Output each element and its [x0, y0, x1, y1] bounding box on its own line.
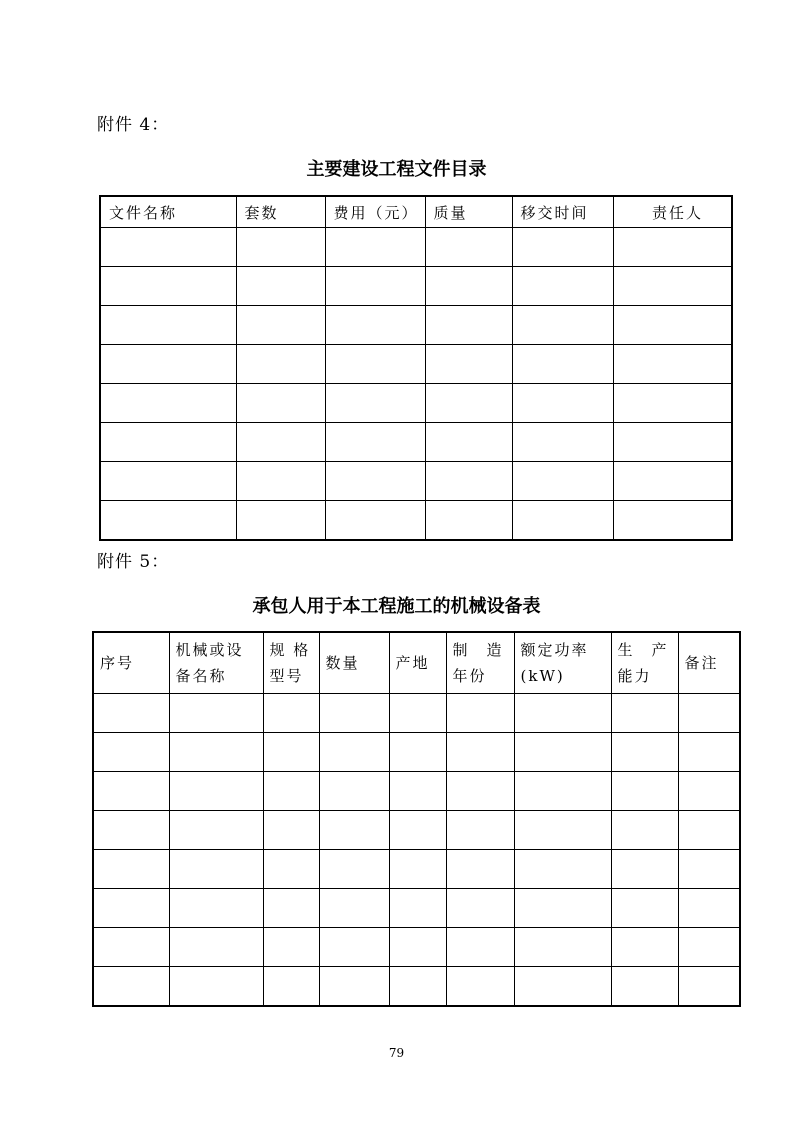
table-cell[interactable]	[446, 928, 514, 967]
table-cell[interactable]	[100, 384, 236, 423]
table-cell[interactable]	[512, 384, 613, 423]
table-cell[interactable]	[236, 384, 325, 423]
column-header-line: 序号	[100, 654, 135, 672]
table-cell[interactable]	[446, 850, 514, 889]
table-row	[100, 423, 732, 462]
table-cell[interactable]	[319, 811, 389, 850]
table-cell[interactable]	[678, 967, 740, 1007]
table-cell[interactable]	[236, 228, 325, 267]
column-header: 套数	[236, 196, 325, 228]
attachment-4-label: 附件 4：	[97, 115, 170, 135]
table-cell[interactable]	[325, 267, 425, 306]
table-cell[interactable]	[446, 967, 514, 1007]
table-row	[100, 345, 732, 384]
table-cell[interactable]	[446, 772, 514, 811]
table-cell[interactable]	[263, 850, 319, 889]
table-cell[interactable]	[611, 889, 678, 928]
column-header: 质量	[425, 196, 512, 228]
table-cell[interactable]	[425, 384, 512, 423]
table-cell[interactable]	[263, 694, 319, 733]
table-cell[interactable]	[678, 772, 740, 811]
table-row	[100, 384, 732, 423]
table-cell[interactable]	[93, 772, 169, 811]
table-cell[interactable]	[389, 850, 446, 889]
table-cell[interactable]	[236, 267, 325, 306]
table-cell[interactable]	[613, 228, 732, 267]
table-cell[interactable]	[389, 928, 446, 967]
column-header	[169, 632, 263, 694]
attachment-5-title: 承包人用于本工程施工的机械设备表	[252, 596, 541, 617]
table-cell[interactable]	[263, 889, 319, 928]
table-cell[interactable]	[514, 772, 611, 811]
column-header-line: 额定功率	[520, 641, 589, 659]
table-cell[interactable]	[446, 733, 514, 772]
column-header	[514, 632, 611, 694]
table-cell[interactable]	[611, 694, 678, 733]
table-cell[interactable]	[236, 306, 325, 345]
column-header: 移交时间	[512, 196, 613, 228]
table-cell[interactable]	[678, 889, 740, 928]
column-header-line: 备名称	[175, 667, 227, 685]
table-cell[interactable]	[389, 772, 446, 811]
table-cell[interactable]	[389, 889, 446, 928]
table-cell[interactable]	[512, 345, 613, 384]
column-header-line: 机械或设	[175, 641, 244, 659]
table-cell[interactable]	[169, 889, 263, 928]
table-cell[interactable]	[446, 694, 514, 733]
table-cell[interactable]	[263, 733, 319, 772]
table-cell[interactable]	[100, 267, 236, 306]
table-cell[interactable]	[425, 423, 512, 462]
table-cell[interactable]	[319, 889, 389, 928]
table-cell[interactable]	[263, 811, 319, 850]
table-cell[interactable]	[236, 423, 325, 462]
table-cell[interactable]	[425, 228, 512, 267]
table-cell[interactable]	[319, 928, 389, 967]
table-cell[interactable]	[93, 928, 169, 967]
table-row	[93, 850, 740, 889]
table-cell[interactable]	[678, 811, 740, 850]
table-cell[interactable]	[100, 423, 236, 462]
table-row	[93, 772, 740, 811]
table-cell[interactable]	[613, 462, 732, 501]
table-cell[interactable]	[169, 967, 263, 1007]
table-cell[interactable]	[611, 967, 678, 1007]
table-cell[interactable]	[236, 462, 325, 501]
column-header: 责任人	[613, 196, 732, 228]
table-row	[100, 267, 732, 306]
table-cell[interactable]	[319, 967, 389, 1007]
column-header-line: 制 造	[452, 641, 504, 659]
table-cell[interactable]	[425, 462, 512, 501]
table-cell[interactable]	[425, 267, 512, 306]
table-cell[interactable]	[325, 423, 425, 462]
table-cell[interactable]	[263, 928, 319, 967]
table-cell[interactable]	[319, 850, 389, 889]
table-cell[interactable]	[100, 345, 236, 384]
column-header: 文件名称	[100, 196, 236, 228]
table-cell[interactable]	[512, 267, 613, 306]
table-cell[interactable]	[169, 694, 263, 733]
table-cell[interactable]	[325, 384, 425, 423]
table-cell[interactable]	[446, 889, 514, 928]
table-cell[interactable]	[169, 772, 263, 811]
table-cell[interactable]	[425, 306, 512, 345]
table-cell[interactable]	[319, 772, 389, 811]
table-cell[interactable]	[512, 306, 613, 345]
table-cell[interactable]	[263, 967, 319, 1007]
table-cell[interactable]	[512, 501, 613, 541]
table-cell[interactable]	[678, 850, 740, 889]
table-cell[interactable]	[93, 967, 169, 1007]
table-row	[93, 733, 740, 772]
attachment-5-label: 附件 5：	[97, 552, 170, 572]
column-header-line: 数量	[325, 654, 360, 672]
table-cell[interactable]	[93, 811, 169, 850]
column-header	[263, 632, 319, 694]
table-row	[93, 928, 740, 967]
table-cell[interactable]	[93, 850, 169, 889]
table-cell[interactable]	[611, 850, 678, 889]
table-cell[interactable]	[514, 811, 611, 850]
column-header-line: 能力	[617, 667, 652, 685]
table-cell[interactable]	[514, 889, 611, 928]
table-row	[93, 694, 740, 733]
table-cell[interactable]	[236, 345, 325, 384]
column-header-line: 规 格	[269, 641, 311, 659]
table-cell[interactable]	[514, 928, 611, 967]
table-cell[interactable]	[613, 501, 732, 541]
table-cell[interactable]	[325, 501, 425, 541]
table-cell[interactable]	[263, 772, 319, 811]
table-cell[interactable]	[93, 733, 169, 772]
table-cell[interactable]	[611, 928, 678, 967]
table-cell[interactable]	[325, 345, 425, 384]
column-header	[446, 632, 514, 694]
table-cell[interactable]	[319, 733, 389, 772]
table-cell[interactable]	[325, 228, 425, 267]
table-cell[interactable]	[319, 694, 389, 733]
table-cell[interactable]	[613, 384, 732, 423]
table-cell[interactable]	[512, 228, 613, 267]
table-cell[interactable]	[100, 462, 236, 501]
file-catalog-table	[99, 195, 733, 541]
attachment-4-title: 主要建设工程文件目录	[306, 159, 487, 180]
table-cell[interactable]	[613, 267, 732, 306]
table-cell[interactable]	[325, 462, 425, 501]
table-cell[interactable]	[611, 733, 678, 772]
table-row	[100, 306, 732, 345]
table-cell[interactable]	[169, 928, 263, 967]
table-cell[interactable]	[325, 306, 425, 345]
table-cell[interactable]	[613, 306, 732, 345]
table-header-row	[93, 632, 740, 694]
table-cell[interactable]	[93, 694, 169, 733]
table-cell[interactable]	[613, 345, 732, 384]
table-cell[interactable]	[169, 733, 263, 772]
column-header-line: 型号	[269, 667, 304, 685]
table-header-row	[100, 196, 732, 228]
table-row	[93, 967, 740, 1007]
column-header-line: 生 产	[617, 641, 669, 659]
table-cell[interactable]	[446, 811, 514, 850]
table-cell[interactable]	[514, 850, 611, 889]
column-header	[611, 632, 678, 694]
table-row	[100, 228, 732, 267]
table-cell[interactable]	[512, 423, 613, 462]
column-header: 费用（元）	[325, 196, 425, 228]
table-cell[interactable]	[613, 423, 732, 462]
table-cell[interactable]	[678, 733, 740, 772]
column-header-line: 年份	[452, 667, 487, 685]
table-cell[interactable]	[100, 228, 236, 267]
table-row	[100, 501, 732, 541]
table-cell[interactable]	[611, 772, 678, 811]
table-cell[interactable]	[678, 694, 740, 733]
table-cell[interactable]	[389, 967, 446, 1007]
table-cell[interactable]	[236, 501, 325, 541]
table-cell[interactable]	[514, 694, 611, 733]
table-cell[interactable]	[93, 889, 169, 928]
table-cell[interactable]	[512, 462, 613, 501]
table-cell[interactable]	[425, 345, 512, 384]
column-header-line: (kW)	[520, 667, 565, 685]
column-header-line: 产地	[395, 654, 430, 672]
column-header	[389, 632, 446, 694]
table-cell[interactable]	[389, 811, 446, 850]
table-cell[interactable]	[100, 306, 236, 345]
machinery-equipment-table	[92, 631, 741, 1007]
table-cell[interactable]	[169, 811, 263, 850]
table-cell[interactable]	[514, 733, 611, 772]
column-header	[319, 632, 389, 694]
table-cell[interactable]	[389, 694, 446, 733]
table-row	[100, 462, 732, 501]
table-cell[interactable]	[425, 501, 512, 541]
table-cell[interactable]	[389, 733, 446, 772]
table-cell[interactable]	[678, 928, 740, 967]
table-row	[93, 889, 740, 928]
table-row	[93, 811, 740, 850]
column-header-line: 备注	[684, 654, 719, 672]
table-cell[interactable]	[100, 501, 236, 541]
table-cell[interactable]	[169, 850, 263, 889]
page-number: 79	[388, 1046, 405, 1060]
column-header	[93, 632, 169, 694]
table-cell[interactable]	[514, 967, 611, 1007]
table-cell[interactable]	[611, 811, 678, 850]
column-header	[678, 632, 740, 694]
